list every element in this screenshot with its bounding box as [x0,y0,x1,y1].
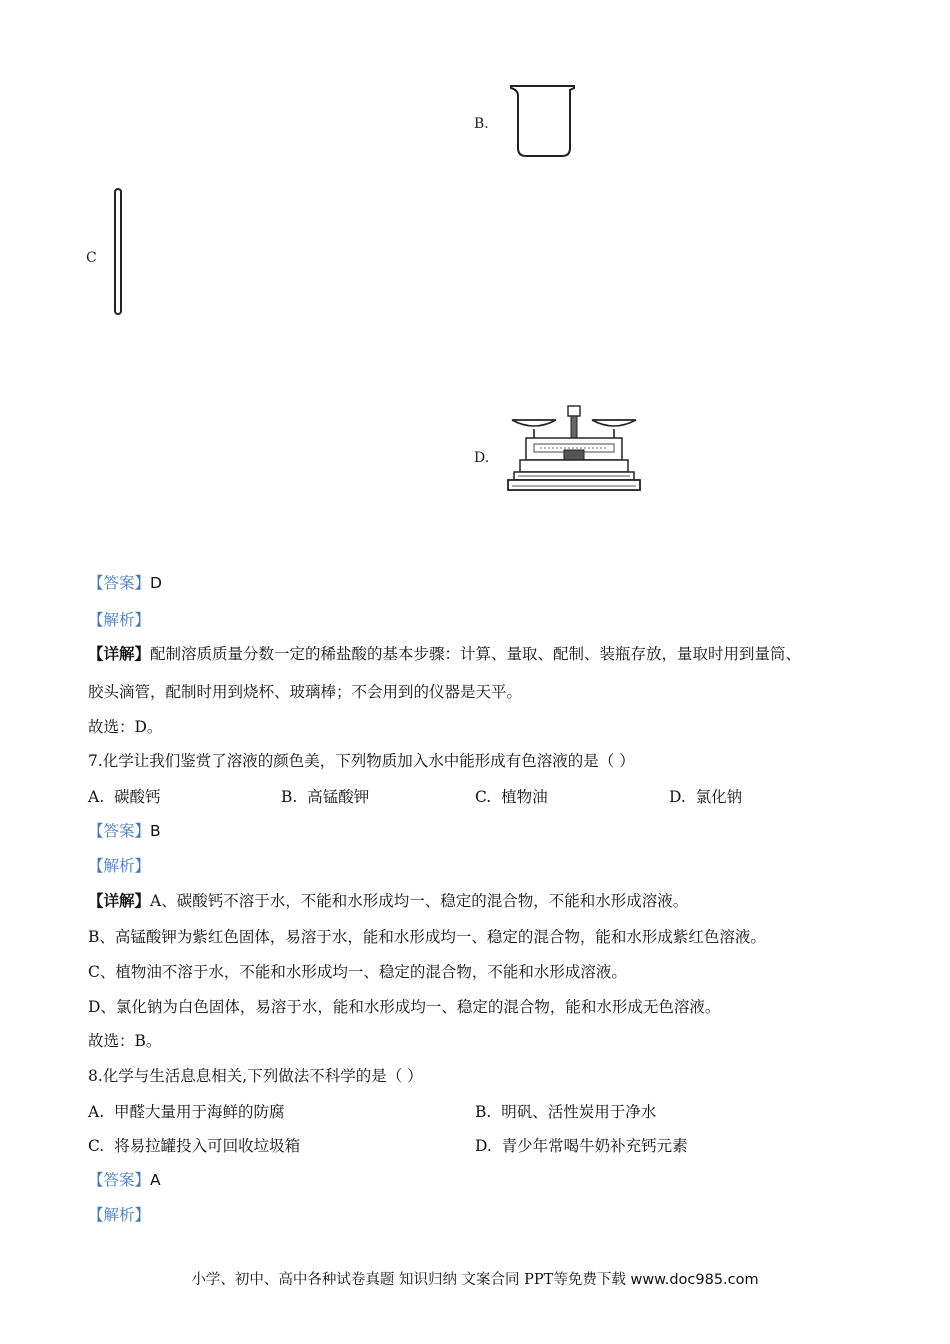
q8-option-c [88,1134,300,1156]
q7-option-d [669,785,742,807]
q6-choice: 故选：D。 [88,718,163,736]
option-text: 植物油 [501,788,548,806]
analysis-tag: 【解析】 [88,857,151,875]
q8-option-a [88,1100,285,1122]
option-text: 氯化钠 [695,788,743,806]
option-letter: D. [475,1137,492,1155]
q7-option-a [88,785,161,807]
option-b-label: B. [474,116,489,132]
q7-detail-c: C、植物油不溶于水，不能和水形成均一、稳定的混合物，不能和水形成溶液。 [88,963,627,981]
q6-analysis-line [88,608,150,630]
q6-answer-line [88,571,162,593]
q7-stem: 7.化学让我们鉴赏了溶液的颜色美，下列物质加入水中能形成有色溶液的是（ ） [88,752,635,770]
footer-link[interactable]: www.doc985.com [630,1272,759,1288]
option-letter: C. [475,788,492,806]
option-text: 碳酸钙 [113,788,161,806]
balance-scale-image [504,402,644,496]
q7-option-b [281,785,369,807]
detail-tag: 【详解】 [88,891,151,910]
q7-detail-a [88,889,688,911]
q8-analysis-line [88,1203,150,1225]
answer-value: D [150,574,162,592]
option-letter: B. [281,788,298,806]
q8-option-b [475,1100,656,1122]
analysis-tag: 【解析】 [88,1206,151,1224]
option-letter: A. [88,1103,105,1121]
option-letter: C. [88,1137,105,1155]
detail-text: A、碳酸钙不溶于水，不能和水形成均一、稳定的混合物，不能和水形成溶液。 [150,892,689,910]
option-text: 明矾、活性炭用于净水 [501,1103,657,1121]
q7-analysis-line [88,854,150,876]
answer-value: A [150,1171,161,1189]
glass-rod-image [112,186,126,318]
q7-option-c [475,785,548,807]
q8-stem: 8.化学与生活息息相关,下列做法不科学的是（ ） [88,1067,423,1085]
q7-detail-b: B、高锰酸钾为紫红色固体，易溶于水，能和水形成均一、稳定的混合物，能和水形成紫红色溶液。 [88,928,766,946]
q7-choice: 故选：B。 [88,1032,162,1050]
option-text: 将易拉罐投入可回收垃圾箱 [114,1137,301,1155]
page-footer [0,1268,950,1289]
option-d-label: D. [474,450,490,466]
answer-tag: 【答案】 [88,822,151,840]
option-letter: A. [88,788,105,806]
q6-detail-line2: 胶头滴管，配制时用到烧杯、玻璃棒；不会用到的仪器是天平。 [88,683,523,701]
option-letter: D. [669,788,686,806]
q7-answer-line [88,819,161,841]
detail-tag: 【详解】 [88,644,151,663]
option-letter: B. [475,1103,492,1121]
beaker-image [506,82,578,162]
option-text: 高锰酸钾 [307,788,370,806]
option-text: 甲醛大量用于海鲜的防腐 [113,1103,285,1121]
answer-tag: 【答案】 [88,1171,151,1189]
q7-detail-d: D、氯化钠为白色固体，易溶于水，能和水形成均一、稳定的混合物，能和水形成无色溶液。 [88,998,721,1016]
q8-answer-line [88,1168,161,1190]
analysis-tag: 【解析】 [88,611,151,629]
answer-tag: 【答案】 [88,574,151,592]
option-c-label: C [86,250,97,266]
q6-detail-line1 [88,642,801,664]
answer-value: B [150,822,161,840]
footer-text: 小学、初中、高中各种试卷真题 知识归纳 文案合同 PPT等免费下载 [191,1272,631,1288]
detail-text: 配制溶质质量分数一定的稀盐酸的基本步骤：计算、量取、配制、装瓶存放，量取时用到量筒、 [150,645,802,663]
q8-option-d [475,1134,688,1156]
option-text: 青少年常喝牛奶补充钙元素 [501,1137,688,1155]
